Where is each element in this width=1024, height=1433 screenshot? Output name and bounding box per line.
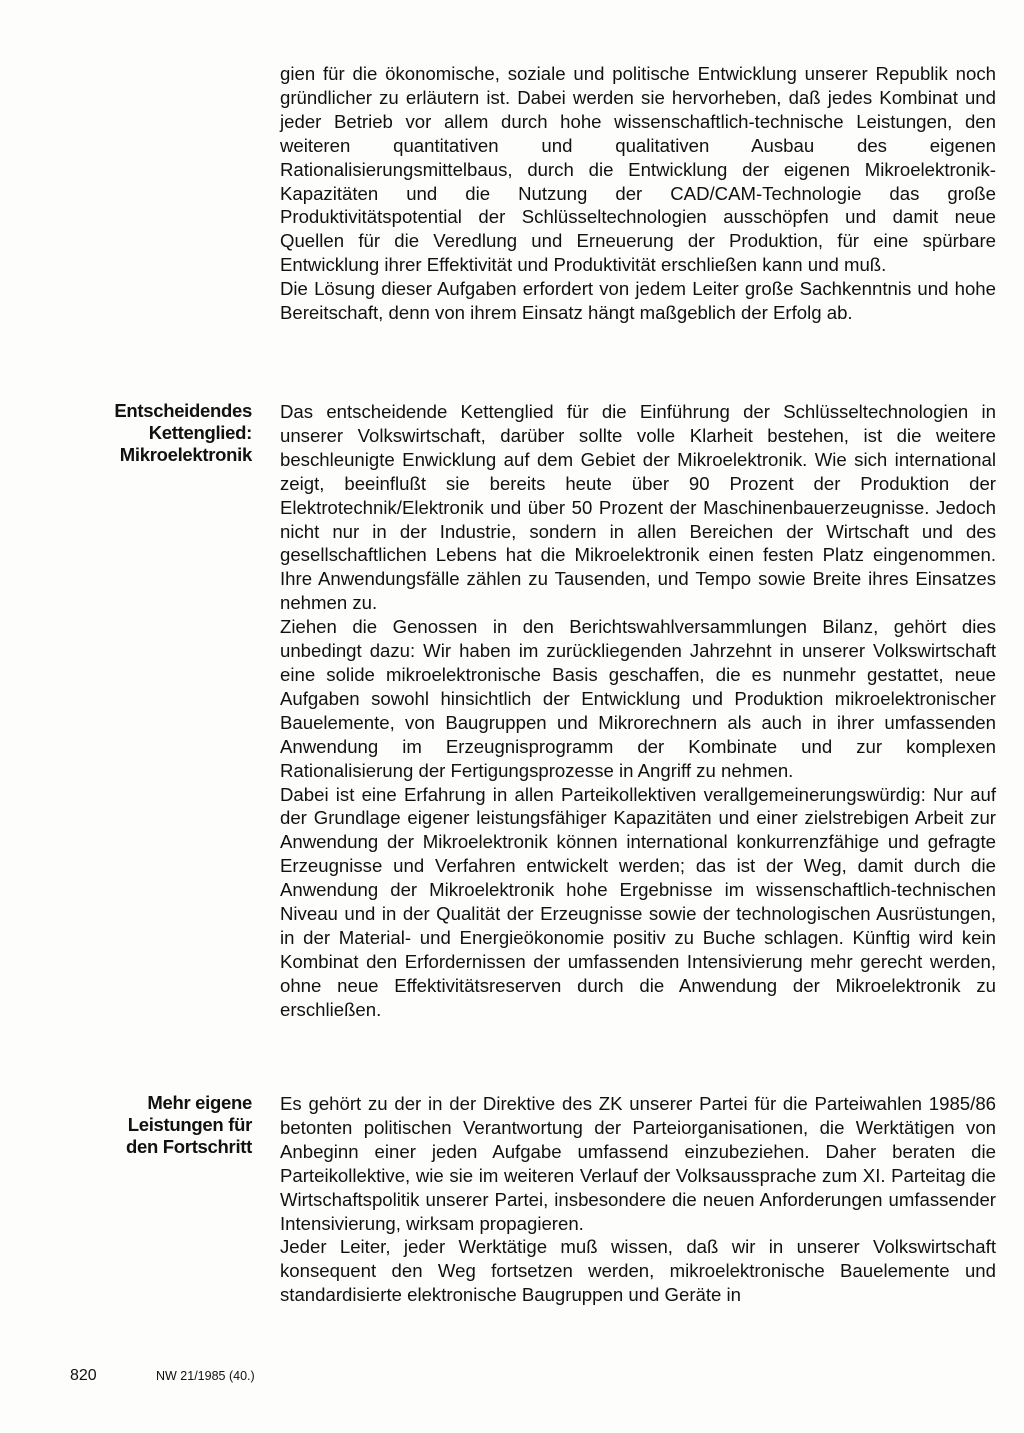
paragraph: Dabei ist eine Erfahrung in allen Parteikollektiven verallgemeinerungswürdig: Nur auf der Grundlage eigener leistungsfähiger Kapazitäten und einer zielstrebigen Arbeit zur Anwendung der Mikroelektronik können international konkurrenzfähige und gefragte Erzeugnisse und Verfahren entwickelt werden; das ist der Weg, damit durch die Anwendung der Mikroelektronik hohe Ergebnisse im wissenschaftlich-technischen Niveau und in der Qualität der Erzeugnisse sowie der technologischen Ausrüstungen, in der Material- und Energieökonomie positiv zu Buche schlagen. Künftig wird kein Kombinat den Erfordernissen der umfassenden Intensivierung mehr gerecht werden, ohne neue Effektivitätsreserven durch die Anwendung der Mikroelektronik zu erschließen. xyxy=(280,783,996,1020)
margin-heading-line: Kettenglied: xyxy=(148,422,252,443)
source-reference: NW 21/1985 (40.) xyxy=(156,1369,255,1383)
paragraph: Jeder Leiter, jeder Werktätige muß wissen, daß wir in unserer Volkswirtschaft konsequent den Weg fortsetzen werden, mikroelektronische Bauelemente und standardisierte elektronische Baugruppen und Geräte in xyxy=(280,1236,996,1306)
paragraph: Das entscheidende Kettenglied für die Einführung der Schlüsseltechnologien in unserer Volkswirtschaft, darüber sollte volle Klarheit bestehen, ist die weitere beschleunigte Enwicklung auf dem Gebiet der Mikroelektronik. Wie sich international zeigt, beeinflußt sie bereits heute über 90 Prozent der Produktion der Elektrotechnik/Elektronik und über 50 Prozent der Maschinenbauerzeugnisse. Jedoch nicht nur in der Industrie, sondern in allen Bereichen der Wirtschaft und des gesellschaftlichen Lebens hat die Mikroelektronik einen festen Platz eingenommen. Ihre Anwendungsfälle zählen zu Tausenden, und Tempo sowie Breite ihres Einsatzes nehmen zu. xyxy=(280,401,996,614)
paragraph: Es gehört zu der in der Direktive des ZK unserer Partei für die Parteiwahlen 1985/86 betonten politischen Verantwortung der Parteiorganisationen, die Werktätigen von Anbeginn einer jeden Aufgabe umfassend einzubeziehen. Daher beraten die Parteikollektive, wie sie im weiteren Verlauf der Volksaussprache zum XI. Parteitag die Wirtschaftspolitik unserer Partei, insbesondere die neuen Anforderungen umfassender Intensivierung, wirksam propagieren. xyxy=(280,1093,996,1234)
paragraph: Die Lösung dieser Aufgaben erfordert von jedem Leiter große Sachkenntnis und hohe Bereitschaft, denn von ihrem Einsatz hängt maßgeblich der Erfolg ab. xyxy=(280,278,996,324)
paragraph: Ziehen die Genossen in den Berichtswahlversammlungen Bilanz, gehört dies unbedingt dazu: Wir haben im zurückliegenden Jahrzehnt in unserer Volkswirtschaft eine solide mikroelektronische Basis geschaffen, die es nunmehr gestattet, neue Aufgaben sowohl hinsichtlich der Entwicklung und Produktion mikroelektronischer Bauelemente, von Baugruppen und Mikrorechnern als auch in ihrer umfassenden Anwendung im Erzeugnisprogramm der Kombinate und zur komplexen Rationalisierung der Fertigungsprozesse in Angriff zu nehmen. xyxy=(280,616,996,781)
margin-heading-line: Mehr eigene xyxy=(147,1092,252,1113)
section-body xyxy=(280,1092,996,1307)
margin-heading-line: Entscheidendes xyxy=(114,400,252,421)
margin-heading xyxy=(80,400,252,466)
section-body xyxy=(280,62,996,325)
margin-heading-line: Mikroelektronik xyxy=(119,444,252,465)
margin-heading xyxy=(80,1092,252,1158)
paragraph: gien für die ökonomische, soziale und politische Entwicklung unserer Republik noch gründlicher zu erläutern ist. Dabei werden sie hervorheben, daß jedes Kombinat und jeder Betrieb vor allem durch hohe wissenschaftlich-technische Leistungen, den weiteren quantitativen und qualitativen Ausbau des eigenen Rationalisierungsmittelbaus, durch die Entwicklung der eigenen Mikroelektronik-Kapazitäten und die Nutzung der CAD/CAM-Technologie das große Produktivitätspotential der Schlüsseltechnologien ausschöpfen und damit neue Quellen für die Veredlung und Erneuerung der Produktion, für eine spürbare Entwicklung ihrer Effektivität und Produktivität erschließen kann und muß. xyxy=(280,63,996,276)
section-body xyxy=(280,400,996,1022)
page-number: 820 xyxy=(70,1367,97,1384)
margin-heading-line: den Fortschritt xyxy=(125,1136,252,1157)
margin-heading-line: Leistungen für xyxy=(127,1114,252,1135)
